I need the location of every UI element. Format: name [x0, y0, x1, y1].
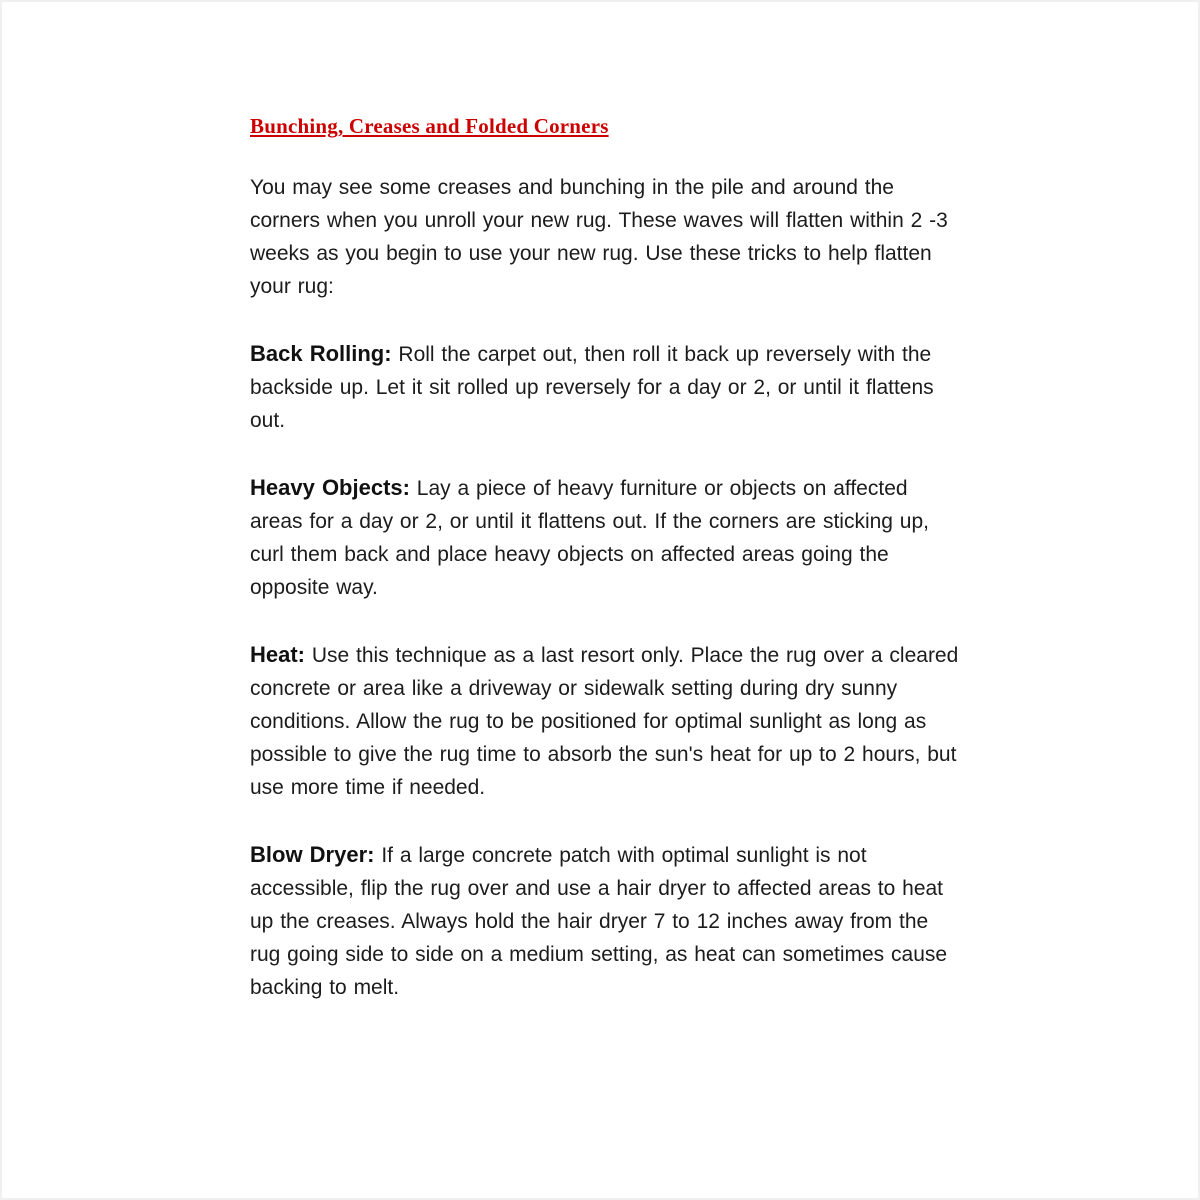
section-heat	[250, 638, 962, 804]
section-blow-dryer	[250, 838, 962, 1004]
section-text-heat: Use this technique as a last resort only. Place the rug over a cleared concrete or area like a driveway or sidewalk setting during dry sunny conditions. Allow the rug to be positioned for optimal sunlight as long as possible to give the rug time to absorb the sun's heat for up to 2 hours, but use more time if needed.	[250, 644, 959, 799]
section-text-blow-dryer: If a large concrete patch with optimal sunlight is not accessible, flip the rug over and use a hair dryer to affected areas to heat up the creases. Always hold the hair dryer 7 to 12 inches away from the rug going side to side on a medium setting, as heat can sometimes cause backing to melt.	[250, 844, 948, 999]
section-label-heavy-objects: Heavy Objects:	[250, 475, 410, 500]
section-back-rolling	[250, 337, 962, 437]
section-label-back-rolling: Back Rolling:	[250, 341, 392, 366]
section-label-heat: Heat:	[250, 642, 306, 667]
section-text-heavy-objects: Lay a piece of heavy furniture or objects on affected areas for a day or 2, or until it flattens out. If the corners are sticking up, curl them back and place heavy objects on affected areas going the opposite way.	[250, 477, 929, 599]
section-label-blow-dryer: Blow Dryer:	[250, 842, 375, 867]
document-title: Bunching, Creases and Folded Corners	[250, 114, 609, 138]
section-text-back-rolling: Roll the carpet out, then roll it back up reversely with the backside up. Let it sit rolled up reversely for a day or 2, or until it flattens out.	[250, 343, 934, 432]
intro-paragraph: You may see some creases and bunching in the pile and around the corners when you unroll your new rug. These waves will flatten within 2 -3 weeks as you begin to use your new rug. Use these tricks to help flatten your rug:	[250, 176, 948, 298]
document-content	[250, 114, 962, 1038]
section-heavy-objects	[250, 471, 962, 604]
